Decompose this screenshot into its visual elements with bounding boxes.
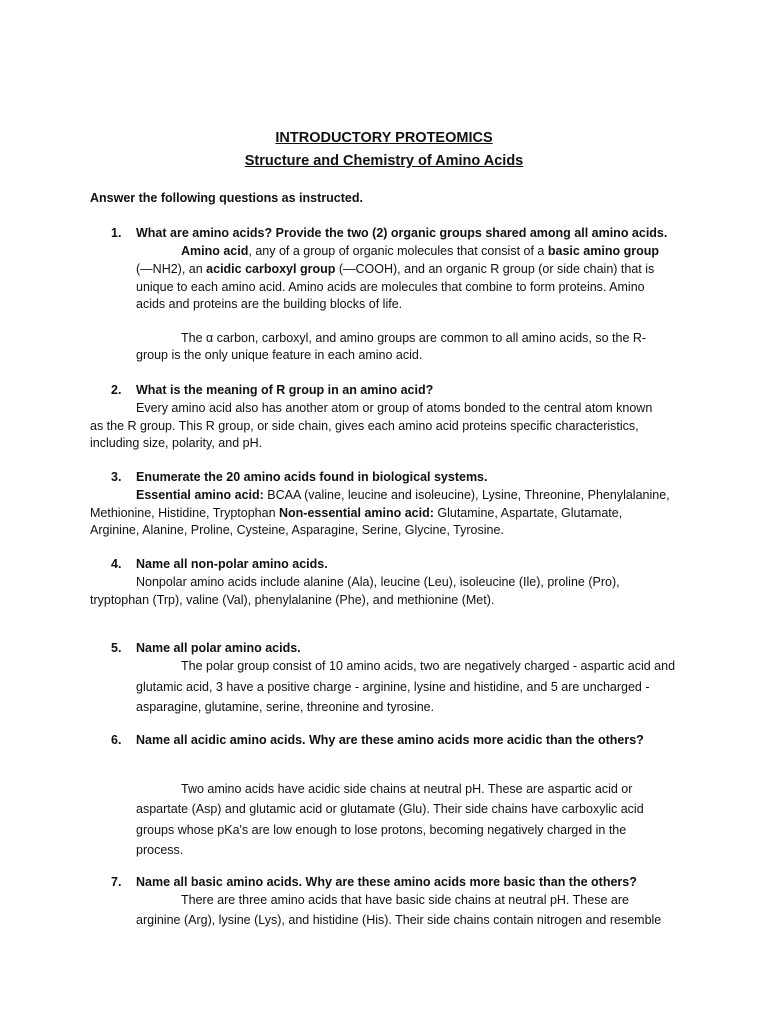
question-text: Enumerate the 20 amino acids found in biological systems. [136, 470, 488, 484]
answer-line: Nonpolar amino acids include alanine (Ala), leucine (Leu), isoleucine (Ile), proline (Pro), [136, 575, 620, 589]
question-text: Name all non-polar amino acids. [136, 557, 328, 571]
question-number: 5. [111, 641, 122, 655]
answer-line: aspartate (Asp) and glutamic acid or glutamate (Glu). Their side chains have carboxylic acid [136, 802, 644, 816]
question-text: Name all basic amino acids. Why are these amino acids more basic than the others? [136, 875, 637, 889]
answer-line: Two amino acids have acidic side chains at neutral pH. These are aspartic acid or [181, 782, 633, 796]
answer-line [90, 504, 622, 522]
answer-line: The polar group consist of 10 amino acids, two are negatively charged - aspartic acid and [181, 659, 676, 673]
answer-text: Glutamine, Aspartate, Glutamate, [433, 506, 623, 520]
answer-line: as the R group. This R group, or side chain, gives each amino acid proteins specific characteristics, [90, 419, 639, 433]
answer-line: glutamic acid, 3 have a positive charge - arginine, lysine and histidine, and 5 are uncharged - [136, 680, 650, 694]
answer-line: process. [136, 843, 184, 857]
answer-line: arginine (Arg), lysine (Lys), and histidine (His). Their side chains contain nitrogen and resemble [136, 913, 662, 927]
question-text: Name all acidic amino acids. Why are these amino acids more acidic than the others? [136, 733, 644, 747]
answer-text: (—NH2), an [136, 262, 203, 276]
document-subtitle: Structure and Chemistry of Amino Acids [244, 153, 524, 169]
answer-line: tryptophan (Trp), valine (Val), phenylalanine (Phe), and methionine (Met). [90, 593, 495, 607]
answer-line: group is the only unique feature in each amino acid. [136, 348, 423, 362]
answer-text: BCAA (valine, leucine and isoleucine), Lysine, Threonine, Phenylalanine, [263, 488, 670, 502]
question-text: Name all polar amino acids. [136, 641, 301, 655]
answer-line: Every amino acid also has another atom or group of atoms bonded to the central atom known [136, 401, 653, 415]
question-number: 1. [111, 226, 122, 240]
answer-term: acidic carboxyl group [202, 262, 336, 276]
answer-line: groups whose pKa's are low enough to lose protons, becoming negatively charged in the [136, 823, 627, 837]
question-number: 6. [111, 733, 122, 747]
document-title: INTRODUCTORY PROTEOMICS [275, 130, 493, 146]
answer-term: Non-essential amino acid: [279, 506, 434, 520]
answer-text: Methionine, Histidine, Tryptophan [90, 506, 279, 520]
question-text: What are amino acids? Provide the two (2) organic groups shared among all amino acids. [136, 226, 668, 240]
question-number: 3. [111, 470, 122, 484]
answer-line [136, 260, 654, 278]
answer-line: asparagine, glutamine, serine, threonine and tyrosine. [136, 700, 435, 714]
answer-line: unique to each amino acid. Amino acids are molecules that combine to form proteins. Amino [136, 280, 645, 294]
answer-line: Arginine, Alanine, Proline, Cysteine, Asparagine, Serine, Glycine, Tyrosine. [90, 523, 504, 537]
answer-term: Essential amino acid: [136, 488, 264, 502]
answer-line: including size, polarity, and pH. [90, 436, 263, 450]
question-number: 7. [111, 875, 122, 889]
answer-text: (—COOH), and an organic R group (or side chain) that is [335, 262, 655, 276]
answer-term: Amino acid [181, 244, 249, 258]
question-number: 2. [111, 383, 122, 397]
answer-term: basic amino group [544, 244, 659, 258]
answer-line: There are three amino acids that have basic side chains at neutral pH. These are [181, 893, 629, 907]
question-text: What is the meaning of R group in an amino acid? [136, 383, 434, 397]
instructions: Answer the following questions as instructed. [90, 191, 363, 205]
answer-line: The α carbon, carboxyl, and amino groups are common to all amino acids, so the R- [181, 331, 647, 345]
answer-line [181, 242, 659, 260]
answer-line: acids and proteins are the building blocks of life. [136, 297, 403, 311]
question-number: 4. [111, 557, 122, 571]
answer-text: , any of a group of organic molecules that consist of a [248, 244, 545, 258]
answer-line [136, 486, 670, 504]
